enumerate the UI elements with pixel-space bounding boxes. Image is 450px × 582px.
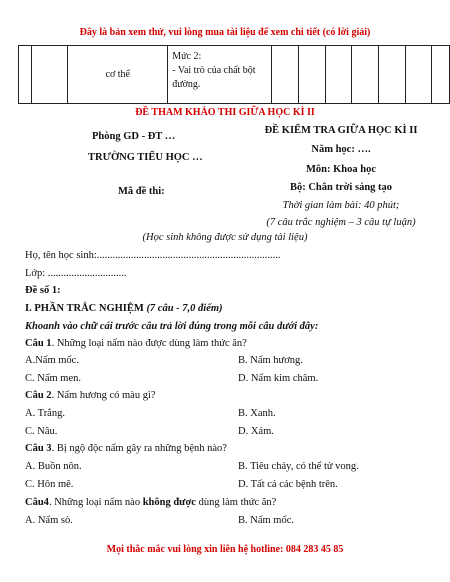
question-label: Câu 1	[25, 338, 52, 349]
table-cell	[272, 46, 299, 104]
exam-number: Đề số 1:	[25, 285, 61, 296]
option: B. Tiêu chảy, có thể tử vong.	[238, 461, 359, 472]
hotline-banner: Mọi thắc mắc vui lòng xin liên hệ hotline: 084 283 45 85	[106, 544, 344, 555]
department-name: Phòng GD - ĐT …	[92, 131, 176, 142]
question-text: . Những loại nấm nào	[48, 497, 143, 508]
option: D. Nấm kim châm.	[238, 373, 319, 384]
table-level-line: đường.	[172, 79, 201, 90]
school-name: TRƯỜNG TIỂU HỌC …	[88, 152, 203, 163]
content-table	[18, 45, 450, 104]
table-cell	[405, 46, 432, 104]
table-cell	[19, 46, 32, 104]
question-label: Câu 2	[25, 390, 52, 401]
question-text: . Bị ngộ độc nấm gây ra những bệnh nào?	[51, 443, 227, 454]
option: C. Nâu.	[25, 426, 58, 437]
exam-code-label: Mã đề thi:	[118, 186, 165, 197]
school-year: Năm học: ….	[311, 144, 371, 155]
section-instruction: Khoanh vào chữ cái trước câu trả lời đúng trong mỗi câu dưới đây:	[25, 321, 319, 332]
no-materials-note: (Học sinh không được sử dụng tài liệu)	[142, 232, 308, 243]
table-cell-topic	[68, 46, 168, 104]
table-cell-level	[168, 46, 272, 104]
option: B. Xanh.	[238, 408, 276, 419]
question-text: . Nấm hương có màu gì?	[51, 390, 156, 401]
option: D. Xám.	[238, 426, 274, 437]
option: A. Buồn nôn.	[25, 461, 82, 472]
student-class-field: Lớp: ..............................	[25, 268, 127, 279]
question-2	[25, 390, 156, 401]
option: A. Trắng.	[25, 408, 65, 419]
section-title: I. PHẦN TRẮC NGHIỆM	[25, 303, 144, 314]
option: B. Nấm mốc.	[238, 515, 294, 526]
question-text-emphasis: không được	[142, 497, 196, 508]
option: A. Nấm sò.	[25, 515, 73, 526]
book-series: Bộ: Chân trời sáng tạo	[289, 182, 393, 193]
option: C. Hôn mê.	[25, 479, 74, 490]
table-level-line: - Vai trò của chất bột	[172, 65, 256, 76]
table-cell	[31, 46, 68, 104]
preview-banner: Đây là bản xem thử, vui lòng mua tài liệu để xem chi tiết (có lời giải)	[79, 27, 371, 38]
question-4	[25, 497, 276, 508]
question-3	[25, 443, 227, 454]
question-text: dùng làm thức ăn?	[195, 497, 277, 508]
time-limit: Thời gian làm bài: 40 phút;	[282, 200, 400, 211]
section-points: (7 câu - 7,0 điểm)	[146, 303, 223, 314]
table-level-line: Mức 2:	[172, 51, 202, 62]
option: D. Tất cả các bệnh trên.	[238, 479, 338, 490]
exam-heading: ĐỀ KIỂM TRA GIỮA HỌC KÌ II	[264, 125, 418, 136]
exam-structure: (7 câu trắc nghiệm – 3 câu tự luận)	[266, 217, 416, 228]
subject-label: Môn: Khoa học	[305, 164, 376, 175]
section-heading	[25, 303, 223, 314]
table-cell	[378, 46, 405, 104]
table-cell	[325, 46, 352, 104]
table-cell	[432, 46, 450, 104]
table-cell	[352, 46, 379, 104]
exam-title: ĐỀ THAM KHẢO THI GIỮA HỌC KÌ II	[135, 107, 315, 118]
question-text: . Những loại nấm nào được dùng làm thức ăn?	[51, 338, 247, 349]
student-name-field: Họ, tên học sinh:......................................................................	[25, 250, 281, 261]
table-topic-text: cơ thể	[105, 69, 130, 80]
option: B. Nấm hương.	[238, 355, 303, 366]
question-1	[25, 338, 247, 349]
option: A.Nấm mốc.	[25, 355, 79, 366]
question-label: Câu4	[25, 497, 49, 508]
table-cell	[298, 46, 325, 104]
question-label: Câu 3	[25, 443, 52, 454]
option: C. Nấm men.	[25, 373, 81, 384]
